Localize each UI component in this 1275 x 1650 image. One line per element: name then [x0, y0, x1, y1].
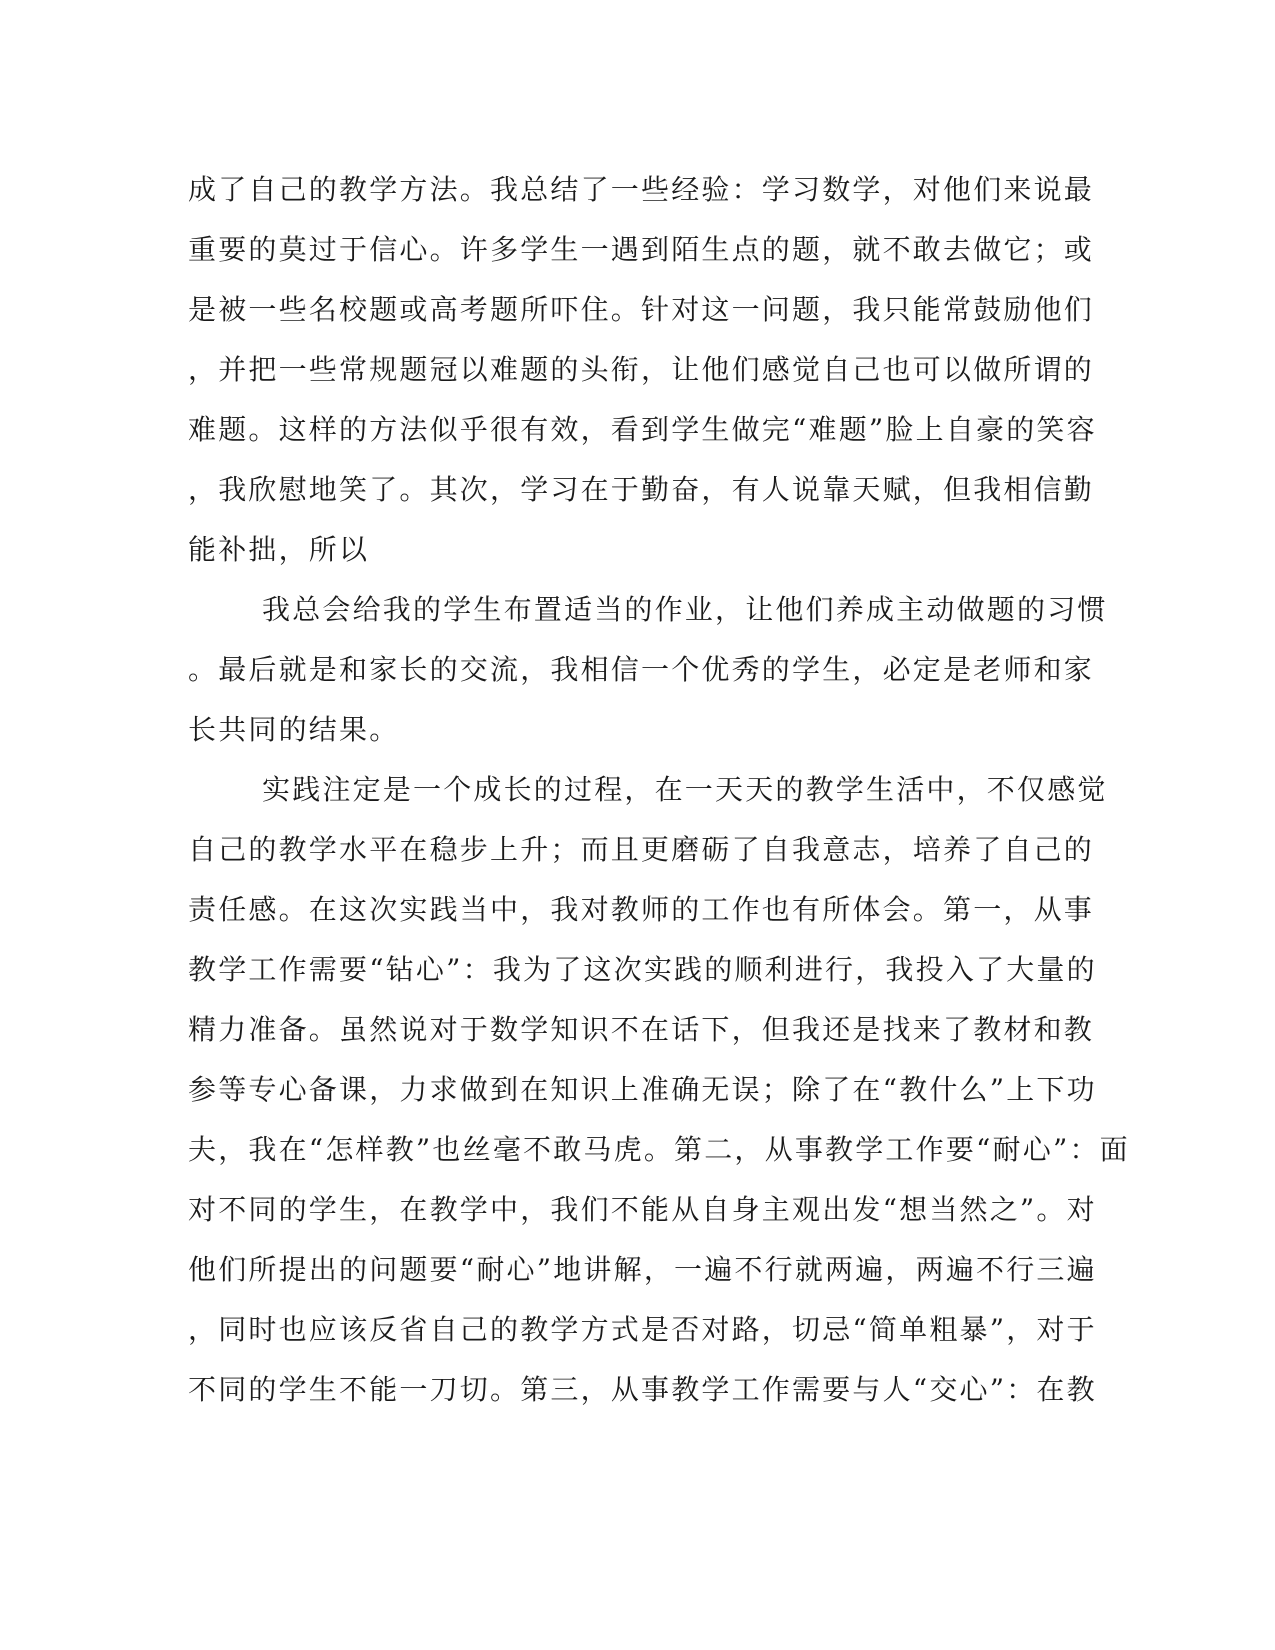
text-line: 精力准备。虽然说对于数学知识不在话下，但我还是找来了教材和教	[188, 1013, 1095, 1046]
text-line: 长共同的结果。	[188, 713, 400, 746]
text-line: 是被一些名校题或高考题所吓住。针对这一问题，我只能常鼓励他们	[188, 293, 1095, 326]
document-body	[188, 160, 1130, 1420]
text-line: 参等专心备课，力求做到在知识上准确无误；除了在“教什么”上下功	[188, 1073, 1097, 1106]
text-line: ，并把一些常规题冠以难题的头衔，让他们感觉自己也可以做所谓的	[188, 353, 1095, 386]
text-line: 责任感。在这次实践当中，我对教师的工作也有所体会。第一，从事	[188, 893, 1095, 926]
text-line: 能补拙，所以	[188, 533, 370, 566]
text-line: 重要的莫过于信心。许多学生一遇到陌生点的题，就不敢去做它；或	[188, 233, 1095, 266]
text-line: 不同的学生不能一刀切。第三，从事教学工作需要与人“交心”：在教	[188, 1373, 1097, 1406]
text-line: 我总会给我的学生布置适当的作业，让他们养成主动做题的习惯	[262, 593, 1108, 626]
text-line: 教学工作需要“钻心”：我为了这次实践的顺利进行，我投入了大量的	[188, 953, 1097, 986]
text-line: ，同时也应该反省自己的教学方式是否对路，切忌“简单粗暴”，对于	[188, 1313, 1097, 1346]
text-line: 难题。这样的方法似乎很有效，看到学生做完“难题”脸上自豪的笑容	[188, 413, 1097, 446]
text-line: 实践注定是一个成长的过程，在一天天的教学生活中，不仅感觉	[262, 773, 1108, 806]
text-line: 成了自己的教学方法。我总结了一些经验：学习数学，对他们来说最	[188, 173, 1095, 206]
paragraph	[188, 160, 1097, 580]
text-line: 夫，我在“怎样教”也丝毫不敢马虎。第二，从事教学工作要“耐心”：面	[188, 1133, 1130, 1166]
text-line: 自己的教学水平在稳步上升；而且更磨砺了自我意志，培养了自己的	[188, 833, 1095, 866]
text-line: 他们所提出的问题要“耐心”地讲解，一遍不行就两遍，两遍不行三遍	[188, 1253, 1097, 1286]
paragraph	[188, 760, 1130, 1420]
text-line: 对不同的学生，在教学中，我们不能从自身主观出发“想当然之”。对	[188, 1193, 1097, 1226]
paragraph	[188, 580, 1108, 760]
text-line: ，我欣慰地笑了。其次，学习在于勤奋，有人说靠天赋，但我相信勤	[188, 473, 1095, 506]
text-line: 。最后就是和家长的交流，我相信一个优秀的学生，必定是老师和家	[188, 653, 1095, 686]
